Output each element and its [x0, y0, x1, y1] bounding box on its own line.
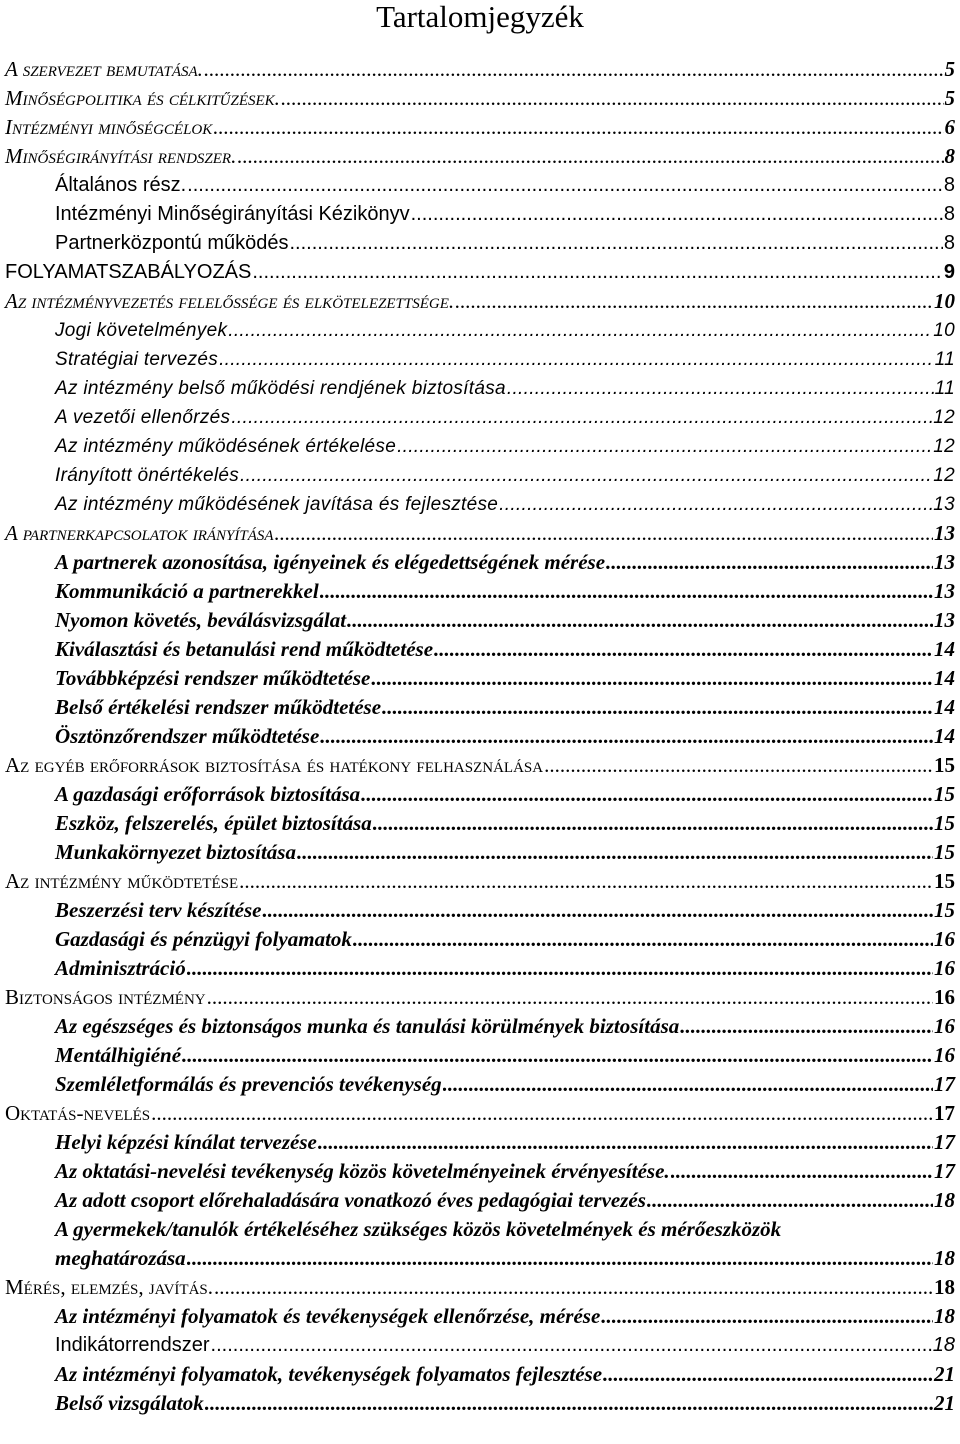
- toc-entry-label: Az intézményi folyamatok, tevékenységek folyamatos fejlesztése: [55, 1362, 603, 1386]
- toc-entry-page: 11: [934, 349, 955, 370]
- toc-leader: [211, 1331, 932, 1360]
- toc-entry-label: Szemléletformálás és prevenciós tevékenység: [55, 1072, 442, 1096]
- page-title: Tartalomjegyzék: [376, 0, 584, 34]
- toc-entry-page: 13: [934, 608, 955, 632]
- toc-entry-label: Adminisztráció: [55, 956, 186, 980]
- toc-entry-label: Beszerzési terv készítése: [55, 898, 262, 922]
- toc-leader: [219, 345, 934, 374]
- toc-entry-page: 12: [933, 436, 955, 457]
- toc-leader: [361, 780, 933, 809]
- toc-leader: [601, 1302, 933, 1331]
- toc-entry[interactable]: [5, 722, 955, 751]
- toc-leader: [205, 1389, 933, 1418]
- toc-entry-label: Belső vizsgálatok: [55, 1391, 204, 1415]
- toc-leader: [647, 1186, 933, 1215]
- toc-entry-page: 13: [934, 579, 955, 603]
- toc-entry[interactable]: [5, 809, 955, 838]
- toc-entry[interactable]: [5, 867, 955, 896]
- toc-entry-page: 10: [933, 320, 955, 341]
- toc-entry[interactable]: [5, 577, 955, 606]
- toc-entry-label: Kiválasztási és betanulási rend működtetése: [55, 637, 434, 661]
- toc-entry-page: 8: [943, 174, 955, 196]
- toc-entry-label: A vezetői ellenőrzés: [55, 407, 231, 428]
- toc-entry-label: Az intézmény működésének javítása és fejlesztése: [55, 494, 499, 515]
- toc-entry[interactable]: [5, 1012, 955, 1041]
- toc-entry-page: 14: [934, 637, 955, 661]
- toc-entry[interactable]: [5, 403, 955, 432]
- toc-entry-page: 12: [933, 407, 955, 428]
- toc-entry[interactable]: [5, 780, 955, 809]
- toc-entry-label: A gazdasági erőforrások biztosítása: [55, 782, 361, 806]
- toc-leader: [151, 1099, 933, 1128]
- toc-entry-page: 17: [934, 1159, 955, 1183]
- toc-leader: [297, 838, 933, 867]
- toc-entry[interactable]: [5, 1099, 955, 1128]
- toc-entry-page: 18: [934, 1275, 955, 1299]
- toc-leader: [289, 229, 942, 258]
- toc-entry-label: Az intézményvezetés felelőssége és elkötelezettsége.: [5, 289, 455, 313]
- toc-entry-page: 16: [934, 927, 955, 951]
- toc-leader: [204, 55, 944, 84]
- toc-entry[interactable]: [5, 548, 955, 577]
- toc-entry-page: 6: [944, 115, 955, 139]
- toc-entry-page: 8: [943, 203, 955, 225]
- toc-entry-label: Minőségpolitika és célkitűzések.: [5, 86, 280, 110]
- toc-entry-label: Belső értékelési rendszer működtetése: [55, 695, 382, 719]
- toc-entry[interactable]: [5, 1186, 955, 1215]
- toc-entry-label: Mentálhigiéné: [55, 1043, 182, 1067]
- toc-entry[interactable]: [5, 345, 955, 374]
- toc-entry-page: 17: [934, 1072, 955, 1096]
- toc-entry-page: 15: [934, 840, 955, 864]
- toc-entry[interactable]: [5, 896, 955, 925]
- toc-entry-label: Az intézményi folyamatok és tevékenységek ellenőrzése, mérése: [55, 1304, 601, 1328]
- toc-entry[interactable]: [5, 374, 955, 403]
- toc-entry[interactable]: [5, 200, 955, 229]
- toc-entry-page: 21: [934, 1391, 955, 1415]
- toc-entry[interactable]: [5, 1360, 955, 1389]
- toc-leader: [603, 1360, 933, 1389]
- toc-entry[interactable]: [5, 838, 955, 867]
- toc-entry-page: 18: [934, 1304, 955, 1328]
- toc-entry-label: Intézményi Minőségirányítási Kézikönyv: [55, 203, 410, 225]
- toc-leader: [671, 1157, 933, 1186]
- toc-entry-page: 14: [934, 666, 955, 690]
- toc-entry[interactable]: [5, 229, 955, 258]
- toc-leader: [275, 519, 933, 548]
- toc-leader: [434, 635, 933, 664]
- toc-leader: [239, 867, 933, 896]
- toc-leader: [373, 809, 933, 838]
- toc-entry-page: 13: [934, 521, 955, 545]
- toc-leader: [353, 925, 933, 954]
- toc-entry[interactable]: [5, 142, 955, 171]
- toc-entry[interactable]: [5, 925, 955, 954]
- toc-entry-label: Irányított önértékelés: [55, 465, 240, 486]
- toc-entry-label: A szervezet bemutatása.: [5, 57, 203, 81]
- toc-leader: [252, 258, 943, 287]
- toc-entry[interactable]: [5, 1157, 955, 1186]
- toc-entry-page: 13: [934, 550, 955, 574]
- toc-leader: [213, 113, 943, 142]
- toc-entry-label: Az adott csoport előrehaladására vonatkozó éves pedagógiai tervezés: [55, 1188, 646, 1212]
- toc-leader: [371, 664, 933, 693]
- toc-entry-label: Partnerközpontú működés: [55, 232, 289, 254]
- toc-leader: [182, 1041, 933, 1070]
- toc-entry-page: 8: [943, 232, 955, 254]
- toc-entry-page: 5: [944, 57, 955, 81]
- toc-leader: [347, 606, 933, 635]
- toc-leader: [320, 577, 933, 606]
- toc-entry-label: A partnerkapcsolatok irányítása: [5, 521, 274, 545]
- toc-entry-page: 16: [934, 1043, 955, 1067]
- toc-entry-label: Helyi képzési kínálat tervezése: [55, 1130, 317, 1154]
- toc-leader: [281, 84, 944, 113]
- toc-leader: [262, 896, 933, 925]
- toc-leader: [411, 200, 943, 229]
- toc-entry[interactable]: [5, 84, 955, 113]
- toc-entry-label: Gazdasági és pénzügyi folyamatok: [55, 927, 352, 951]
- toc-entry-label: Eszköz, felszerelés, épület biztosítása: [55, 811, 372, 835]
- toc-entry-page: 18: [934, 1246, 955, 1270]
- toc-leader: [507, 374, 934, 403]
- toc-entry-page: 15: [934, 898, 955, 922]
- toc-entry-page: 13: [933, 494, 955, 515]
- toc-entry-label: Továbbképzési rendszer működtetése: [55, 666, 371, 690]
- toc-entry-label: Biztonságos intézmény: [5, 985, 206, 1009]
- toc-leader: [499, 490, 932, 519]
- toc-leader: [240, 461, 932, 490]
- toc-leader: [207, 983, 933, 1012]
- toc-entry-page: 17: [934, 1101, 955, 1125]
- toc-leader: [187, 1244, 933, 1273]
- toc-entry-label: Az intézmény belső működési rendjének biztosítása: [55, 378, 506, 399]
- toc-entry-label: Munkakörnyezet biztosítása: [55, 840, 296, 864]
- toc-entry[interactable]: [5, 1215, 955, 1273]
- toc-entry[interactable]: [5, 1331, 955, 1360]
- toc-entry[interactable]: [5, 664, 955, 693]
- toc-entry-page: 15: [934, 782, 955, 806]
- toc-entry-label: A partnerek azonosítása, igényeinek és elégedettségének mérése: [55, 550, 606, 574]
- toc-entry-page: 8: [944, 144, 955, 168]
- toc-entry-label: Az intézmény működtetése: [5, 869, 239, 893]
- table-of-contents: [5, 55, 955, 1418]
- toc-leader: [231, 403, 932, 432]
- toc-entry-page: 16: [934, 1014, 955, 1038]
- toc-entry[interactable]: [5, 287, 955, 316]
- toc-leader: [606, 548, 933, 577]
- toc-leader: [318, 1128, 933, 1157]
- toc-entry-label: Nyomon követés, beválásvizsgálat: [55, 608, 347, 632]
- toc-entry-page: 18: [934, 1188, 955, 1212]
- toc-entry-label: Intézményi minőségcélok: [5, 115, 213, 139]
- toc-entry-page: 17: [934, 1130, 955, 1154]
- toc-entry-page: 15: [934, 753, 955, 777]
- toc-entry[interactable]: [5, 490, 955, 519]
- toc-leader: [237, 142, 943, 171]
- toc-leader: [455, 287, 933, 316]
- toc-entry-label: Kommunikáció a partnerekkel: [55, 579, 319, 603]
- toc-leader: [680, 1012, 933, 1041]
- toc-entry-page: 16: [934, 985, 955, 1009]
- toc-entry-label: Általános rész.: [55, 174, 187, 196]
- toc-entry[interactable]: [5, 171, 955, 200]
- toc-entry-page: 15: [934, 869, 955, 893]
- toc-entry-page: 16: [934, 956, 955, 980]
- toc-entry[interactable]: [5, 519, 955, 548]
- toc-entry-label: FOLYAMATSZABÁLYOZÁS: [5, 261, 252, 283]
- toc-entry[interactable]: [5, 635, 955, 664]
- toc-leader: [214, 1273, 933, 1302]
- toc-entry-label: Jogi követelmények: [55, 320, 228, 341]
- toc-entry-page: 14: [934, 724, 955, 748]
- toc-leader: [443, 1070, 933, 1099]
- toc-entry[interactable]: [5, 1389, 955, 1418]
- toc-entry-label: Mérés, elemzés, javítás.: [5, 1275, 213, 1299]
- toc-entry-label: Minőségirányítási rendszer.: [5, 144, 237, 168]
- toc-entry-page: 9: [943, 261, 955, 283]
- toc-entry[interactable]: [5, 55, 955, 84]
- toc-entry-page: 11: [934, 378, 955, 399]
- toc-entry[interactable]: [5, 1070, 955, 1099]
- toc-entry[interactable]: [5, 693, 955, 722]
- toc-entry[interactable]: [5, 1041, 955, 1070]
- toc-entry-label: Indikátorrendszer: [55, 1334, 210, 1356]
- toc-leader: [397, 432, 932, 461]
- toc-entry[interactable]: [5, 1128, 955, 1157]
- toc-entry-label-line2: meghatározása: [55, 1246, 186, 1270]
- toc-entry-label: Az egészséges és biztonságos munka és tanulási körülmények biztosítása: [55, 1014, 680, 1038]
- toc-entry-label: Oktatás-nevelés: [5, 1101, 151, 1125]
- toc-leader: [382, 693, 933, 722]
- toc-entry[interactable]: [5, 432, 955, 461]
- toc-entry-label: Stratégiai tervezés: [55, 349, 219, 370]
- toc-entry-page: 15: [934, 811, 955, 835]
- toc-entry[interactable]: [5, 606, 955, 635]
- toc-leader: [187, 954, 933, 983]
- toc-leader: [544, 751, 933, 780]
- toc-entry-label: Az intézmény működésének értékelése: [55, 436, 397, 457]
- toc-entry-label: Az oktatási-nevelési tevékenység közös követelményeinek érvényesítése.: [55, 1159, 670, 1183]
- toc-entry-page: 10: [934, 289, 955, 313]
- toc-entry[interactable]: [5, 1273, 955, 1302]
- toc-leader: [187, 171, 943, 200]
- toc-entry-label: Ösztönzőrendszer működtetése: [55, 724, 320, 748]
- toc-entry-page: 5: [944, 86, 955, 110]
- toc-entry[interactable]: [5, 983, 955, 1012]
- toc-entry-label: Az egyéb erőforrások biztosítása és hatékony felhasználása: [5, 753, 544, 777]
- toc-entry[interactable]: [5, 461, 955, 490]
- toc-entry-page: 18: [932, 1334, 955, 1356]
- toc-entry[interactable]: [5, 1302, 955, 1331]
- toc-entry[interactable]: [5, 751, 955, 780]
- toc-entry[interactable]: [5, 316, 955, 345]
- toc-leader: [228, 316, 932, 345]
- toc-leader: [320, 722, 933, 751]
- toc-entry-page: 12: [933, 465, 955, 486]
- toc-entry[interactable]: [5, 113, 955, 142]
- toc-entry-page: 21: [934, 1362, 955, 1386]
- toc-entry-page: 14: [934, 695, 955, 719]
- toc-entry[interactable]: [5, 954, 955, 983]
- toc-entry-label-line1: A gyermekek/tanulók értékeléséhez szükséges közös követelmények és mérőeszközök: [55, 1217, 782, 1241]
- toc-entry[interactable]: [5, 258, 955, 287]
